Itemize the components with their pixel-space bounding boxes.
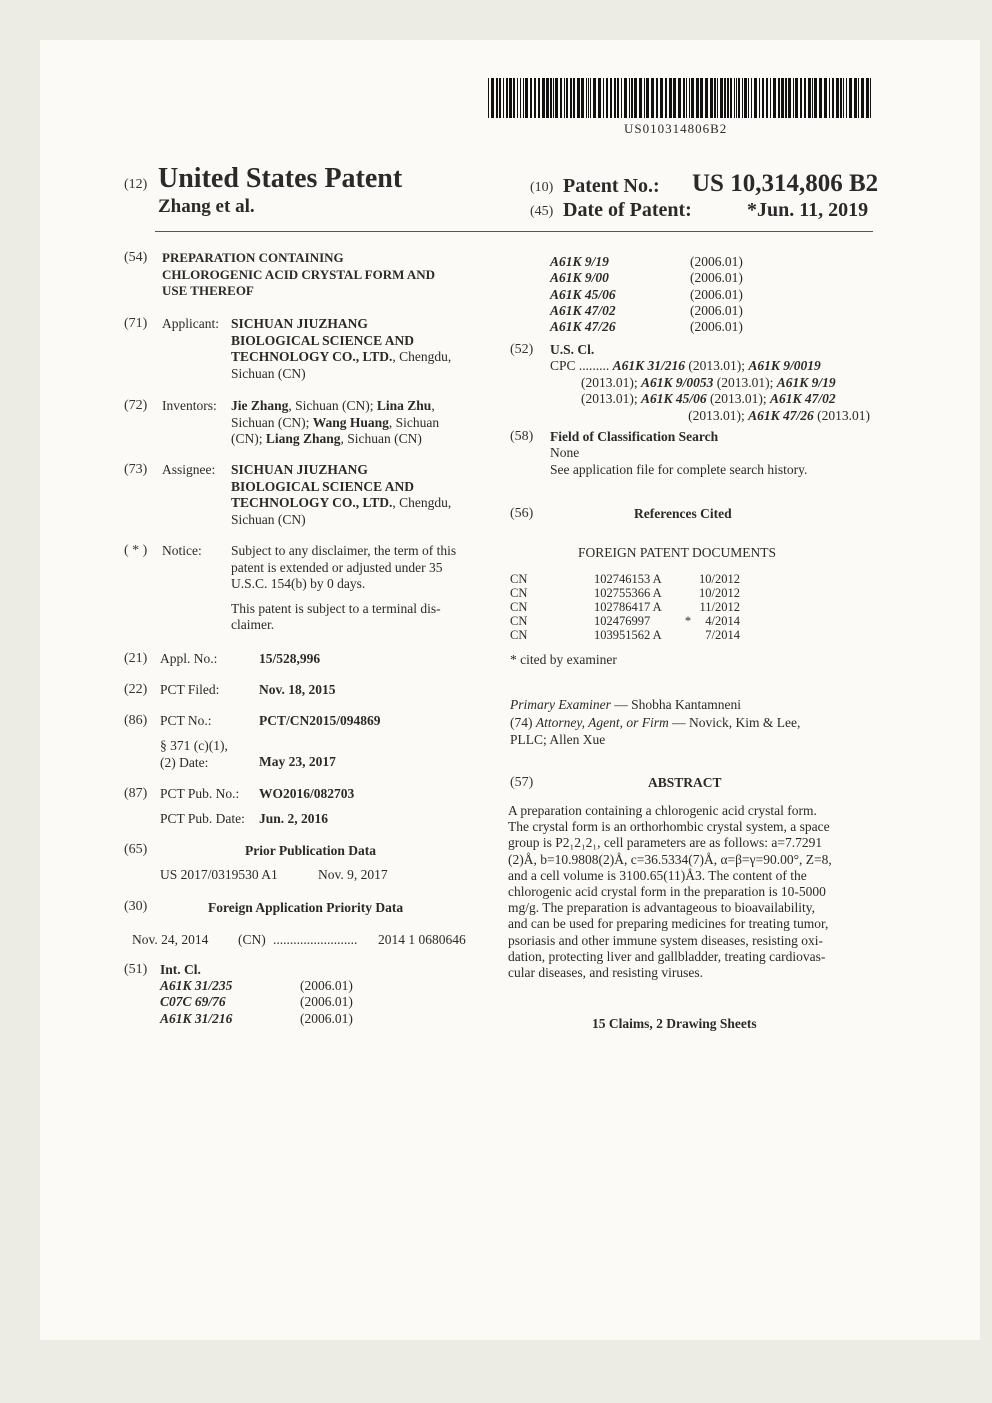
barcode-bar xyxy=(560,78,562,118)
inventor-name: Lina Zhu xyxy=(376,398,432,413)
barcode-bar xyxy=(870,78,871,118)
foreign-date: Nov. 24, 2014 xyxy=(132,932,209,947)
barcode xyxy=(488,78,874,118)
barcode-bar xyxy=(598,78,601,118)
claims-count: 15 Claims, 2 Drawing Sheets xyxy=(592,1016,757,1031)
ref-number: 102476997 xyxy=(594,614,651,628)
applicant-line: BIOLOGICAL SCIENCE AND xyxy=(231,332,415,348)
barcode-bar xyxy=(634,78,637,118)
abstract-line: (2)Å, b=10.9808(2)Å, c=36.5334(7)Å, α=β=γ=90.00°, Z=8, xyxy=(508,851,832,867)
class-code: A61K 45/06 xyxy=(550,286,616,302)
reference-row xyxy=(510,628,740,642)
cpc-classification xyxy=(550,358,870,424)
abstract-line: dation, protecting liver and gallbladder, treating cardiovas- xyxy=(508,948,826,964)
barcode-bar xyxy=(766,78,768,118)
assignee-line: BIOLOGICAL SCIENCE AND xyxy=(231,478,415,494)
intcl-row xyxy=(160,994,353,1010)
barcode-bar xyxy=(814,78,817,118)
notice-line: Subject to any disclaimer, the term of this xyxy=(231,543,457,558)
terminal-disclaimer-line: This patent is subject to a terminal dis- xyxy=(231,600,441,616)
attorney-line: PLLC; Allen Xue xyxy=(510,731,606,747)
barcode-bar xyxy=(646,78,649,118)
barcode-bar xyxy=(491,78,494,118)
attorney-code: (74) xyxy=(510,715,536,730)
barcode-bar xyxy=(846,78,847,118)
foreign-heading: Foreign Application Priority Data xyxy=(208,900,404,915)
barcode-bar xyxy=(812,78,813,118)
barcode-bar xyxy=(520,78,521,118)
prior-heading: Prior Publication Data xyxy=(245,843,376,858)
cpc-code: A61K 47/02 xyxy=(770,391,836,406)
inventors-label: Inventors: xyxy=(162,398,217,413)
barcode-bar xyxy=(744,78,747,118)
assignee-line: SICHUAN JIUZHANG xyxy=(231,462,368,477)
ref-number: 103951562 A xyxy=(594,628,662,642)
cpc-version: (2013.01); xyxy=(706,391,771,406)
patent-number: US 10,314,806 B2 xyxy=(692,170,879,197)
cpc-code: A61K 9/0019 xyxy=(748,358,821,373)
barcode-bar xyxy=(678,78,681,118)
barcode-bar xyxy=(513,78,515,118)
pct-number: PCT/CN2015/094869 xyxy=(259,713,381,728)
ref-country: CN xyxy=(510,600,528,614)
barcode-bar xyxy=(736,78,737,118)
barcode-bar xyxy=(849,78,852,118)
cpc-code: A61K 31/216 xyxy=(612,358,686,373)
abstract-code: (57) xyxy=(510,775,534,790)
patent-no-label: Patent No.: xyxy=(563,175,660,197)
notice-text xyxy=(231,543,481,634)
patent-type-title: United States Patent xyxy=(158,163,403,194)
barcode-bar xyxy=(714,78,716,118)
ref-country: CN xyxy=(510,628,528,642)
foreign-docs-heading: FOREIGN PATENT DOCUMENTS xyxy=(578,545,777,560)
class-code: A61K 9/00 xyxy=(550,270,609,286)
refs-heading: References Cited xyxy=(634,506,732,521)
field-heading: Field of Classification Search xyxy=(550,429,719,444)
pct-no-code: (86) xyxy=(124,713,148,728)
applicant-code: (71) xyxy=(124,316,148,331)
abstract-text xyxy=(508,803,868,981)
title-line: USE THEREOF xyxy=(162,283,254,298)
assignee-label: Assignee: xyxy=(162,462,216,477)
foreign-number: 2014 1 0680646 xyxy=(378,932,466,947)
pub-date: Jun. 2, 2016 xyxy=(259,811,329,826)
barcode-bar xyxy=(854,78,857,118)
inventor-name: Jie Zhang xyxy=(231,398,289,413)
inventor-location: Sichuan (CN); xyxy=(231,414,313,430)
notice-code: ( * ) xyxy=(124,543,148,558)
intcl-label: Int. Cl. xyxy=(160,962,201,977)
barcode-bar xyxy=(523,78,524,118)
barcode-bar xyxy=(644,78,645,118)
barcode-bar xyxy=(720,78,723,118)
field-see: See application file for complete search history. xyxy=(550,462,808,477)
barcode-bar xyxy=(829,78,830,118)
barcode-bar xyxy=(488,78,489,118)
intcl-row xyxy=(550,270,743,286)
pub-number: WO2016/082703 xyxy=(259,786,355,801)
title-line: PREPARATION CONTAINING xyxy=(162,250,344,265)
barcode-bar xyxy=(621,78,622,118)
cpc-version: (2013.01); xyxy=(685,358,749,373)
barcode-bar xyxy=(705,78,708,118)
intcl-row xyxy=(550,319,743,335)
barcode-bar xyxy=(639,78,642,118)
barcode-bar xyxy=(778,78,780,118)
barcode-bar xyxy=(754,78,757,118)
barcode-bar xyxy=(530,78,532,118)
terminal-disclaimer-line: claimer. xyxy=(231,617,275,632)
barcode-bar xyxy=(751,78,752,118)
barcode-bar xyxy=(509,78,512,118)
assignee-value xyxy=(231,462,451,528)
barcode-bar xyxy=(691,78,694,118)
barcode-bar xyxy=(614,78,616,118)
prior-code: (65) xyxy=(124,842,148,857)
barcode-bar xyxy=(538,78,540,118)
ref-star: * xyxy=(684,614,692,628)
barcode-bar xyxy=(517,78,518,118)
class-version: (2006.01) xyxy=(690,254,743,269)
s371-line: § 371 (c)(1), xyxy=(160,738,228,753)
barcode-bar xyxy=(773,78,776,118)
barcode-bar xyxy=(808,78,811,118)
notice-label: Notice: xyxy=(162,543,202,558)
barcode-bar xyxy=(499,78,501,118)
ref-country: CN xyxy=(510,614,528,628)
class-code: A61K 31/235 xyxy=(160,978,233,993)
cpc-version: (2013.01); xyxy=(688,407,749,423)
reference-row xyxy=(510,600,740,614)
pub-date-label: PCT Pub. Date: xyxy=(160,811,245,826)
barcode-bar xyxy=(866,78,869,118)
barcode-bar xyxy=(793,78,794,118)
reference-row xyxy=(510,614,740,628)
patent-no-code: (10) xyxy=(530,180,554,195)
ref-country: CN xyxy=(510,586,528,600)
barcode-bar xyxy=(800,78,802,118)
ref-date: 10/2012 xyxy=(699,586,740,600)
ref-date: 11/2012 xyxy=(699,600,740,614)
applicant-region: Sichuan (CN) xyxy=(231,365,306,381)
assignee-code: (73) xyxy=(124,462,148,477)
barcode-bar xyxy=(843,78,844,118)
abstract-line: chlorogenic acid crystal form in the preparation is 10-5000 xyxy=(508,884,826,900)
barcode-bar xyxy=(724,78,726,118)
intcl-code: (51) xyxy=(124,962,148,977)
ref-star xyxy=(678,586,698,600)
references-table xyxy=(510,572,740,642)
barcode-bar xyxy=(781,78,784,118)
class-version: (2006.01) xyxy=(690,286,743,302)
ref-number: 102786417 A xyxy=(594,600,662,614)
class-version: (2006.01) xyxy=(690,270,743,286)
intcl-row xyxy=(160,1011,353,1027)
barcode-bar xyxy=(669,78,672,118)
abstract-heading: ABSTRACT xyxy=(648,775,722,790)
barcode-bar xyxy=(553,78,554,118)
barcode-bar xyxy=(603,78,604,118)
intcl-row xyxy=(550,254,743,270)
barcode-bar xyxy=(546,78,549,118)
barcode-bar xyxy=(819,78,822,118)
barcode-bar xyxy=(586,78,587,118)
intcl-row xyxy=(160,978,353,994)
intcl-list xyxy=(160,978,353,1027)
notice-line: patent is extended or adjusted under 35 xyxy=(231,559,443,575)
inventors-value xyxy=(231,398,439,448)
cpc-code: A61K 47/26 xyxy=(748,407,814,423)
class-version: (2006.01) xyxy=(300,1010,353,1026)
barcode-bar xyxy=(788,78,791,118)
barcode-bar xyxy=(710,78,713,118)
barcode-bar xyxy=(525,78,528,118)
inventor-location: , xyxy=(431,398,435,413)
ref-country: CN xyxy=(510,572,528,586)
inventor-location: , Sichuan xyxy=(388,414,440,430)
barcode-bar xyxy=(683,78,685,118)
foreign-code: (30) xyxy=(124,899,148,914)
barcode-bar xyxy=(738,78,740,118)
examiner-name: — Shobha Kantamneni xyxy=(610,697,741,712)
barcode-bar xyxy=(717,78,718,118)
barcode-bar xyxy=(686,78,687,118)
pct-no-label: PCT No.: xyxy=(160,713,212,728)
barcode-bar xyxy=(555,78,558,118)
kind-code: (12) xyxy=(124,177,148,192)
barcode-bar xyxy=(804,78,806,118)
inventor-location: , Sichuan (CN); xyxy=(288,398,377,413)
barcode-bar xyxy=(762,78,764,118)
attorney xyxy=(510,715,800,748)
applicant-company: TECHNOLOGY CO., LTD. xyxy=(231,349,393,364)
barcode-bar xyxy=(506,78,508,118)
barcode-bar xyxy=(759,78,760,118)
barcode-bar xyxy=(836,78,839,118)
class-code: A61K 47/02 xyxy=(550,302,616,318)
applicant-city: , Chengdu, xyxy=(392,349,452,364)
examiner-label: Primary Examiner xyxy=(510,697,611,712)
refs-code: (56) xyxy=(510,506,534,521)
barcode-bar xyxy=(610,78,612,118)
attorney-label: Attorney, Agent, or Firm xyxy=(535,715,669,730)
s371-label xyxy=(160,738,228,771)
barcode-bar xyxy=(696,78,699,118)
ref-number: 102746153 A xyxy=(594,572,662,586)
barcode-bar xyxy=(496,78,498,118)
ref-star xyxy=(678,600,698,614)
reference-row xyxy=(510,572,740,586)
pct-filed-label: PCT Filed: xyxy=(160,682,220,697)
barcode-bar xyxy=(503,78,504,118)
cpc-version: (2013.01); xyxy=(581,391,641,406)
reference-row xyxy=(510,586,740,600)
uscl-label: U.S. Cl. xyxy=(550,342,595,357)
barcode-bar xyxy=(832,78,834,118)
class-version: (2006.01) xyxy=(300,978,353,993)
abstract-line: A preparation containing a chlorogenic acid crystal form. xyxy=(508,803,817,818)
barcode-bar xyxy=(770,78,771,118)
notice-line: U.S.C. 154(b) by 0 days. xyxy=(231,576,366,591)
title-code: (54) xyxy=(124,250,148,265)
barcode-bar xyxy=(577,78,580,118)
abstract-line: group is P2₁2₁2₁, cell parameters are as follows: a=7.7291 xyxy=(508,835,823,851)
barcode-bar xyxy=(651,78,654,118)
foreign-dots: ......................... xyxy=(273,932,358,947)
foreign-country: (CN) xyxy=(238,932,266,947)
class-code: C07C 69/76 xyxy=(160,994,226,1010)
abstract-line: and can be used for preparing medicines for treating tumor, xyxy=(508,916,829,932)
ref-star xyxy=(678,628,698,642)
barcode-bar xyxy=(689,78,690,118)
attorney-name: — Novick, Kim & Lee, xyxy=(668,715,801,730)
patent-date: *Jun. 11, 2019 xyxy=(747,199,869,221)
cited-by-examiner: * cited by examiner xyxy=(510,652,617,667)
inventor-location: (CN); xyxy=(231,431,266,446)
barcode-bar xyxy=(593,78,596,118)
barcode-bar xyxy=(727,78,729,118)
pub-code: (87) xyxy=(124,786,148,801)
barcode-bar xyxy=(588,78,589,118)
inventors-code: (72) xyxy=(124,398,148,413)
barcode-bar xyxy=(617,78,619,118)
barcode-bar xyxy=(742,78,743,118)
ref-date: 10/2012 xyxy=(699,572,740,586)
barcode-bar xyxy=(673,78,676,118)
barcode-bar xyxy=(785,78,787,118)
applicant-label: Applicant: xyxy=(162,316,219,331)
appl-code: (21) xyxy=(124,651,148,666)
barcode-bar xyxy=(858,78,859,118)
s371-line: (2) Date: xyxy=(160,754,209,770)
prior-number: US 2017/0319530 A1 xyxy=(160,867,278,882)
pct-filed-code: (22) xyxy=(124,682,148,697)
date-label: Date of Patent: xyxy=(563,199,692,221)
barcode-bar xyxy=(542,78,545,118)
ref-date: 4/2014 xyxy=(705,614,740,628)
inventors-short: Zhang et al. xyxy=(158,196,255,217)
barcode-bar xyxy=(590,78,591,118)
assignee-city: , Chengdu, xyxy=(392,495,452,510)
intcl-row xyxy=(550,303,743,319)
intcl-cont-list xyxy=(550,254,743,335)
class-version: (2006.01) xyxy=(300,994,353,1010)
ref-number: 102755366 A xyxy=(594,586,662,600)
cpc-code: A61K 9/0053 xyxy=(641,374,714,390)
barcode-bar xyxy=(730,78,732,118)
ref-date: 7/2014 xyxy=(705,628,740,642)
ref-star xyxy=(678,572,698,586)
class-version: (2006.01) xyxy=(690,302,743,318)
class-code: A61K 47/26 xyxy=(550,319,616,335)
barcode-number: US010314806B2 xyxy=(624,121,728,136)
barcode-bar xyxy=(573,78,575,118)
barcode-bar xyxy=(606,78,608,118)
inventor-name: Liang Zhang xyxy=(265,431,341,446)
barcode-bar xyxy=(748,78,749,118)
barcode-bar xyxy=(660,78,663,118)
applicant-line: SICHUAN JIUZHANG xyxy=(231,316,368,331)
abstract-line: cular diseases, and resisting viruses. xyxy=(508,965,703,981)
class-code: A61K 31/216 xyxy=(160,1010,233,1026)
abstract-line: The crystal form is an orthorhombic crystal system, a space xyxy=(508,819,830,835)
cpc-code: A61K 45/06 xyxy=(641,391,707,406)
abstract-line: psoriasis and other immune system diseases, resisting oxi- xyxy=(508,932,823,948)
barcode-bar xyxy=(564,78,565,118)
barcode-bar xyxy=(534,78,536,118)
abstract-line: mg/g. The preparation is advantageous to bioavailability, xyxy=(508,900,816,916)
cpc-code: A61K 9/19 xyxy=(776,374,836,390)
barcode-bar xyxy=(629,78,630,118)
barcode-bar xyxy=(861,78,864,118)
barcode-bar xyxy=(665,78,667,118)
appl-label: Appl. No.: xyxy=(160,651,218,666)
cpc-version: (2013.01) xyxy=(813,407,870,423)
title-line: CHLOROGENIC ACID CRYSTAL FORM AND xyxy=(162,266,436,282)
barcode-bar xyxy=(570,78,572,118)
s371-date: May 23, 2017 xyxy=(259,754,336,769)
barcode-bar xyxy=(624,78,627,118)
class-version: (2006.01) xyxy=(690,319,743,335)
inventor-name: Wang Huang xyxy=(312,414,389,430)
primary-examiner xyxy=(510,697,741,714)
header-rule xyxy=(155,231,873,232)
assignee-region: Sichuan (CN) xyxy=(231,511,306,527)
barcode-bar xyxy=(550,78,552,118)
barcode-bar xyxy=(566,78,568,118)
date-code: (45) xyxy=(530,204,554,219)
class-code: A61K 9/19 xyxy=(550,254,609,269)
barcode-bar xyxy=(824,78,827,118)
barcode-bar xyxy=(840,78,842,118)
cpc-lead: CPC ......... xyxy=(550,358,610,373)
appl-number: 15/528,996 xyxy=(259,651,321,666)
prior-date: Nov. 9, 2017 xyxy=(318,867,388,882)
pct-filed-date: Nov. 18, 2015 xyxy=(259,682,336,697)
cpc-version: (2013.01); xyxy=(581,374,641,390)
barcode-bar xyxy=(700,78,703,118)
invention-title xyxy=(162,250,435,300)
barcode-bar xyxy=(656,78,658,118)
barcode-bar xyxy=(581,78,584,118)
inventor-location: , Sichuan (CN) xyxy=(340,431,422,446)
cpc-version: (2013.01); xyxy=(713,374,777,390)
field-none: None xyxy=(550,445,580,460)
assignee-company: TECHNOLOGY CO., LTD. xyxy=(231,495,393,510)
barcode-bar xyxy=(631,78,633,118)
barcode-bar xyxy=(795,78,798,118)
pub-label: PCT Pub. No.: xyxy=(160,786,240,801)
uscl-code: (52) xyxy=(510,342,534,357)
field-code: (58) xyxy=(510,429,534,444)
barcode-bar xyxy=(734,78,735,118)
applicant-value xyxy=(231,316,451,382)
abstract-line: and a cell volume is 3100.65(11)Å3. The content of the xyxy=(508,867,807,883)
intcl-row xyxy=(550,287,743,303)
